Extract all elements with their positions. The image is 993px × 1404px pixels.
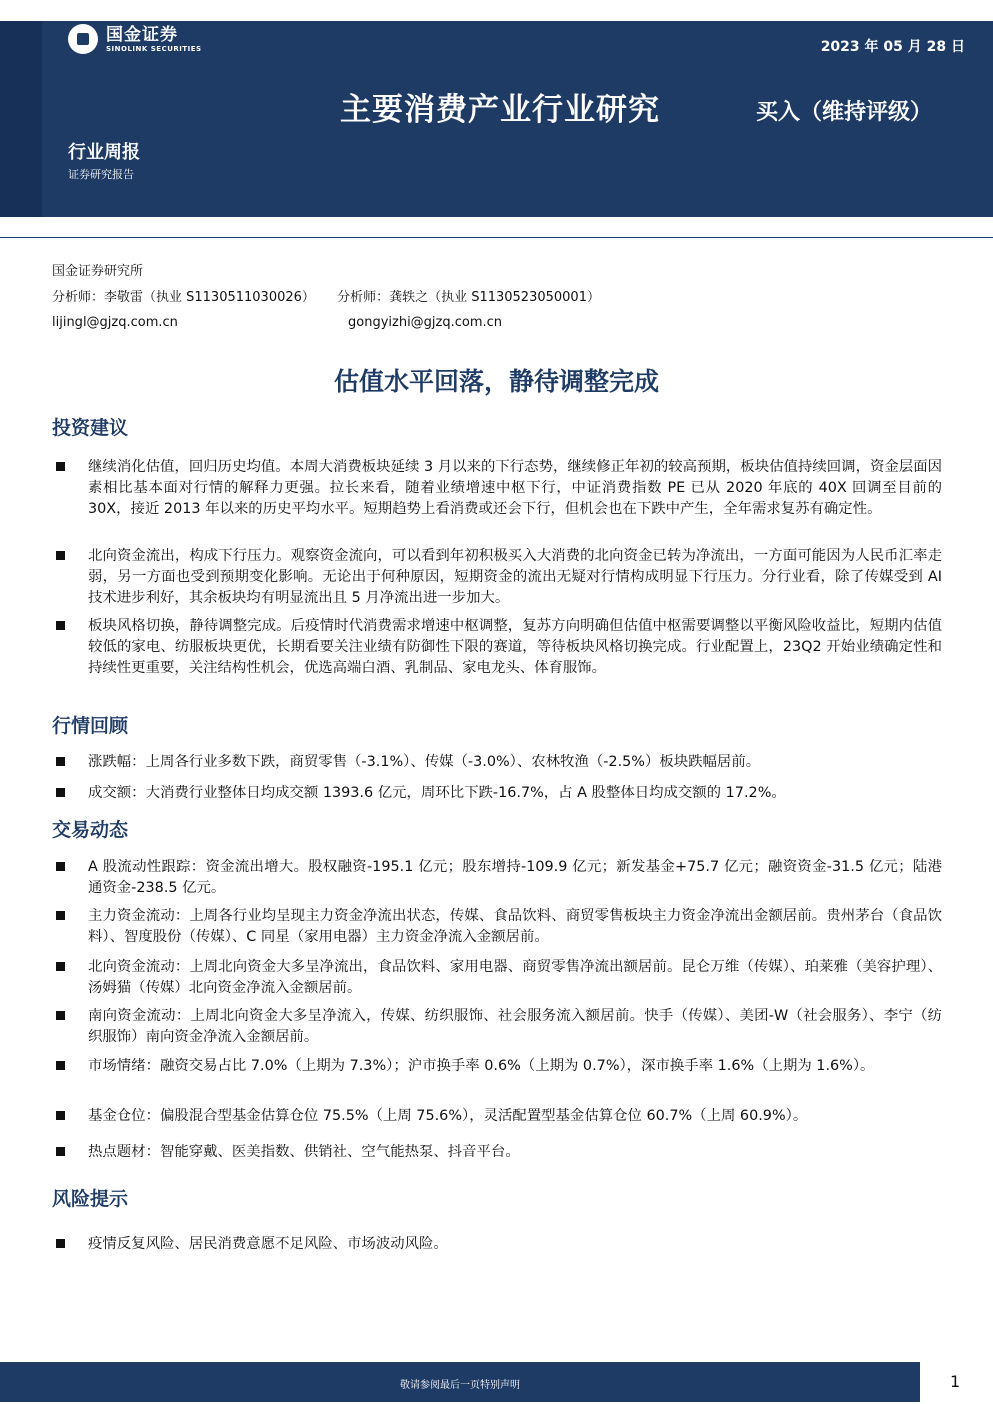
footer-notice: 敬请参阅最后一页特别声明: [400, 1380, 520, 1391]
analyst-line: [52, 286, 618, 305]
rating-label: 买入（维持评级）: [756, 100, 933, 125]
logo-name-cn: 国金证券: [106, 24, 178, 45]
list-item: 涨跌幅：上周各行业多数下跌，商贸零售（-3.1%）、传媒（-3.0%）、农林牧渔（-2.5%）板块跌幅居前。: [56, 752, 942, 773]
list-item: 北向资金流出，构成下行压力。观察资金流向，可以看到年初积极买入大消费的北向资金已转为净流出，一方面可能因为人民币汇率走弱，另一方面也受到预期变化影响。无论出于何种原因，短期资金的流出无疑对行情构成明显下行压力。分行业看，除了传媒受到 AI 技术进步利好，其余板块均有明显流出且 5 月净流出进一步加大。: [56, 546, 942, 609]
list-item: 疫情反复风险、居民消费意愿不足风险、市场波动风险。: [56, 1234, 942, 1255]
list-item: 南向资金流动：上周北向资金大多呈净流入，传媒、纺织服饰、社会服务流入额居前。快手（传媒）、美团-W（社会服务）、李宁（纺织服饰）南向资金净流入金额居前。: [56, 1006, 942, 1048]
bullet-square-icon: [56, 1011, 65, 1020]
analyst-1-email[interactable]: lijingl@gjzq.com.cn: [52, 315, 178, 330]
list-item: 北向资金流动：上周北向资金大多呈净流出，食品饮料、家用电器、商贸零售净流出额居前。昆仑万维（传媒）、珀莱雅（美容护理）、汤姆猫（传媒）北向资金净流入金额居前。: [56, 957, 942, 999]
bullet-square-icon: [56, 962, 65, 971]
report-headline: 估值水平回落，静待调整完成: [333, 367, 659, 396]
report-title: 主要消费产业行业研究: [340, 92, 660, 128]
page-number: 1: [950, 1372, 961, 1391]
report-date: 2023 年 05 月 28 日: [820, 39, 965, 55]
banner-accent: [0, 21, 42, 217]
analyst-1: 分析师：李敬雷（执业 S1130511030026）: [52, 290, 315, 305]
report-subtype: 证券研究报告: [68, 168, 134, 181]
list-item: 热点题材：智能穿戴、医美指数、供销社、空气能热泵、抖音平台。: [56, 1142, 942, 1163]
bullet-square-icon: [56, 788, 65, 797]
section-title-invest: 投资建议: [52, 417, 129, 439]
bullet-square-icon: [56, 911, 65, 920]
list-item: A 股流动性跟踪：资金流出增大。股权融资-195.1 亿元；股东增持-109.9 亿元；新发基金+75.7 亿元；融资资金-31.5 亿元；陆港通资金-238.5 亿元。: [56, 857, 942, 899]
section-title-risk: 风险提示: [52, 1188, 129, 1210]
list-item: 基金仓位：偏股混合型基金估算仓位 75.5%（上周 75.6%），灵活配置型基金估算仓位 60.7%（上周 60.9%）。: [56, 1106, 942, 1127]
logo-icon: [68, 24, 98, 54]
analyst-2: 分析师：龚轶之（执业 S1130523050001）: [337, 290, 600, 305]
header-divider: [0, 237, 993, 238]
logo-name-en: SINOLINK SECURITIES: [106, 44, 202, 53]
bullet-square-icon: [56, 462, 65, 471]
bullet-square-icon: [56, 621, 65, 630]
bullet-square-icon: [56, 757, 65, 766]
list-item: 市场情绪：融资交易占比 7.0%（上期为 7.3%）；沪市换手率 0.6%（上期为 0.7%），深市换手率 1.6%（上期为 1.6%）。: [56, 1056, 942, 1077]
report-type: 行业周报: [68, 142, 140, 163]
bullet-square-icon: [56, 551, 65, 560]
bullet-square-icon: [56, 1061, 65, 1070]
company-logo: [68, 24, 202, 54]
bullet-square-icon: [56, 862, 65, 871]
bullet-square-icon: [56, 1111, 65, 1120]
list-item: 成交额：大消费行业整体日均成交额 1393.6 亿元，周环比下跌-16.7%，占 A 股整体日均成交额的 17.2%。: [56, 783, 942, 804]
section-title-trading: 交易动态: [52, 819, 129, 841]
list-item: 主力资金流动：上周各行业均呈现主力资金净流出状态，传媒、食品饮料、商贸零售板块主力资金净流出金额居前。贵州茅台（食品饮料）、智度股份（传媒）、C 同星（家用电器）主力资金净流入金额居前。: [56, 906, 942, 948]
list-item: 板块风格切换，静待调整完成。后疫情时代消费需求增速中枢调整，复苏方向明确但估值中枢需要调整以平衡风险收益比，短期内估值较低的家电、纺服板块更优，长期看要关注业绩有防御性下限的赛道，等待板块风格切换完成。行业配置上，23Q2 开始业绩确定性和持续性更重要，关注结构性机会，优选高端白酒、乳制品、家电龙头、体育服饰。: [56, 616, 942, 679]
bullet-square-icon: [56, 1239, 65, 1248]
list-item: 继续消化估值，回归历史均值。本周大消费板块延续 3 月以来的下行态势，继续修正年初的较高预期，板块估值持续回调，资金层面因素相比基本面对行情的解释力更强。拉长来看，随着业绩增速中枢下行，中证消费指数 PE 已从 2020 年底的 40X 回调至目前的 30X，接近 2013 年以来的历史平均水平。短期趋势上看消费或还会下行，但机会也在下跌中产生，全年需求复苏有确定性。: [56, 457, 942, 520]
bullet-square-icon: [56, 1147, 65, 1156]
section-title-market: 行情回顾: [52, 715, 129, 737]
institution: 国金证券研究所: [52, 264, 144, 279]
analyst-2-email[interactable]: gongyizhi@gjzq.com.cn: [348, 315, 503, 330]
